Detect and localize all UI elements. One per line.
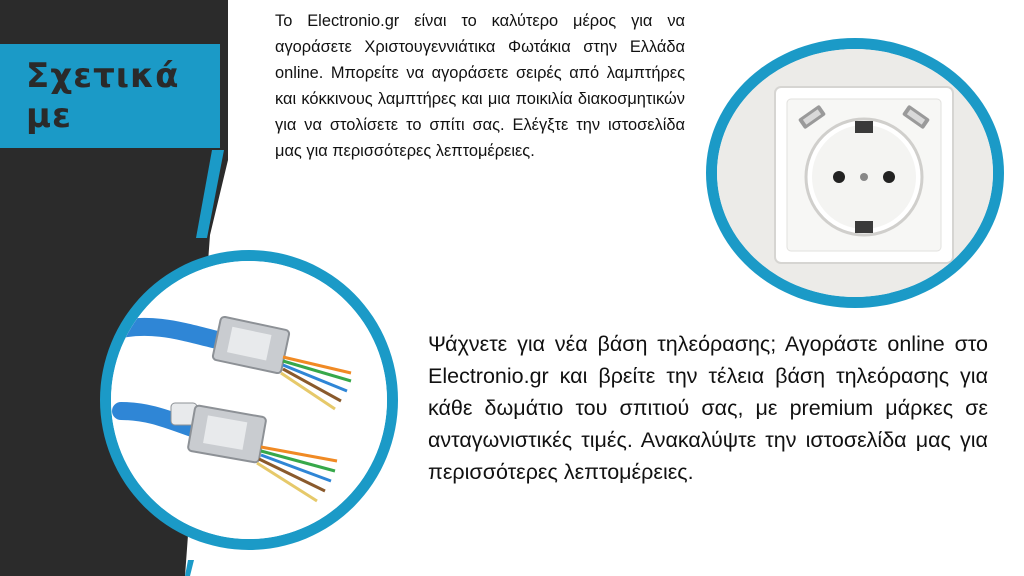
- slide-title: Σχετικά με: [26, 56, 180, 136]
- rj45-network-cable-image: [111, 261, 387, 539]
- paragraph-bottom: Ψάχνετε για νέα βάση τηλεόρασης; Αγοράστε online στο Electronio.gr και βρείτε την τέλεια βάση τηλεόρασης για κάθε δωμάτιο του σπιτιού σας, με premium μάρκες σε ανταγωνιστικές τιμές. Ανακαλύψτε την ιστοσελίδα μας για περισσότερες λεπτομέρειες.: [428, 332, 988, 484]
- usb-wall-socket-image: [717, 49, 993, 297]
- socket-image-circle: [706, 38, 1004, 308]
- paragraph-top: Το Electronio.gr είναι το καλύτερο μέρος για να αγοράσετε Χριστουγεννιάτικα Φωτάκια στην Ελλάδα online. Μπορείτε να αγοράσετε σειρές από λαμπτήρες και κόκκινους λαμπτήρες και μια ποικιλία διακοσμητικών για να στολίσετε το σπίτι σας. Ελέγξτε την ιστοσελίδα μας για περισσότερες λεπτομέρειες.: [275, 12, 685, 160]
- title-banner: [0, 44, 220, 148]
- accent-stripe-lower: [185, 560, 194, 576]
- cable-image-circle: [100, 250, 398, 550]
